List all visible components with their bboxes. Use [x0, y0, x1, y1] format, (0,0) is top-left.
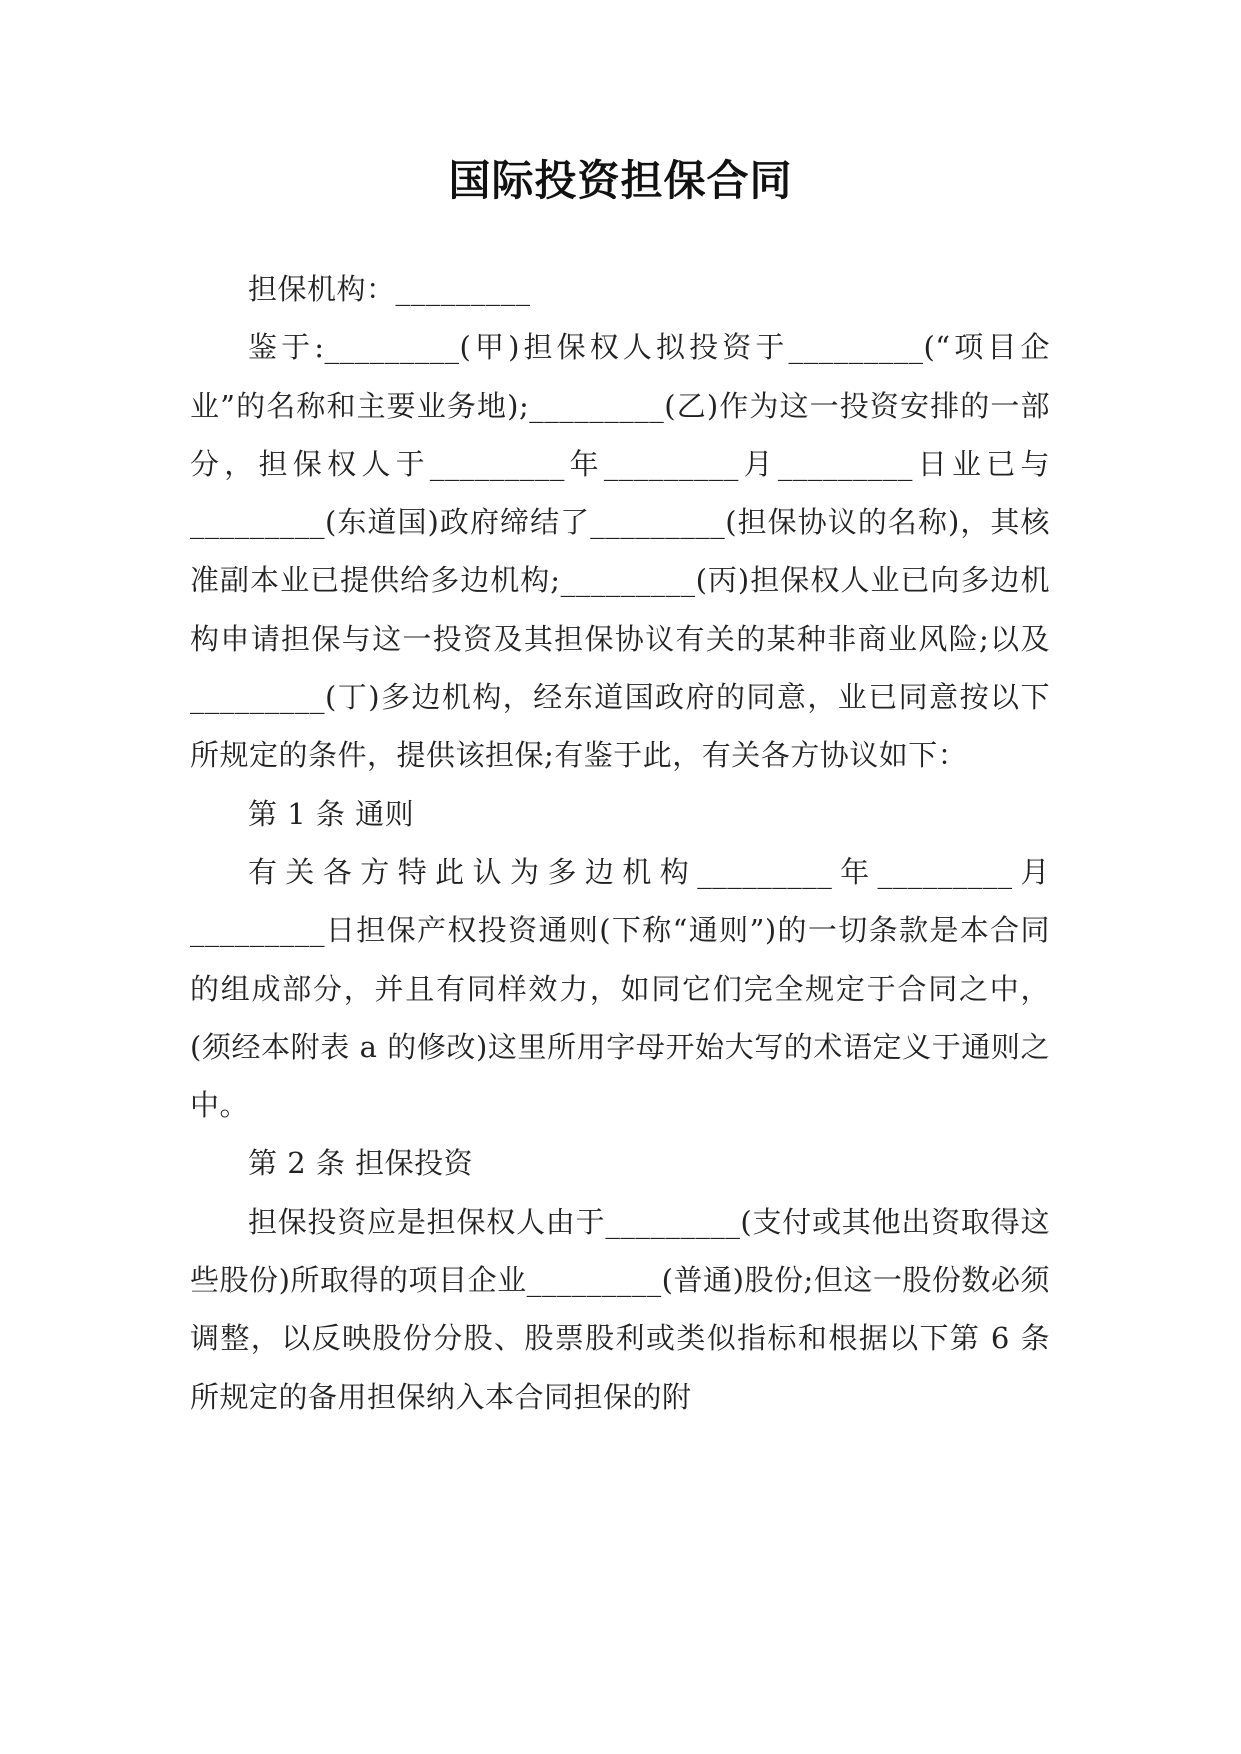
article-1-paragraph: 有关各方特此认为多边机构_________年_________月_________日担保产权投资通则(下称“通则”)的一切条款是本合同的组成部分，并且有同样效力，如同它们完全规定于合同之中，(须经本附表 a 的修改)这里所用字母开始大写的术语定义于通则之中。	[190, 854, 1050, 1123]
guarantor-line: 担保机构：_________	[248, 272, 531, 306]
article-2-paragraph: 担保投资应是担保权人由于_________(支付或其他出资取得这些股份)所取得的项目企业_________(普通)股份;但这一股份数必须调整，以反映股份分股、股票股利或类似指标和根据以下第 6 条所规定的备用担保纳入本合同担保的附	[190, 1204, 1050, 1414]
article-2-heading: 第 2 条 担保投资	[248, 1146, 474, 1181]
document-title: 国际投资担保合同	[448, 156, 793, 205]
article-1-heading: 第 1 条 通则	[248, 796, 415, 831]
recitals-paragraph: 鉴于:_________(甲)担保权人拟投资于_________(“项目企业”的名称和主要业务地);_________(乙)作为这一投资安排的一部分，担保权人于_________年_________月_________日业已与_________(东道国)政府缔结了_________(担保协议的名称)，其核准副本业已提供给多边机构;_________(丙)担保权人业已向多边机构申请担保与这一投资及其担保协议有关的某种非商业风险;以及_________(丁)多边机构，经东道国政府的同意，业已同意按以下所规定的条件，提供该担保;有鉴于此，有关各方协议如下：	[190, 330, 1050, 773]
document-body	[190, 260, 1050, 1426]
